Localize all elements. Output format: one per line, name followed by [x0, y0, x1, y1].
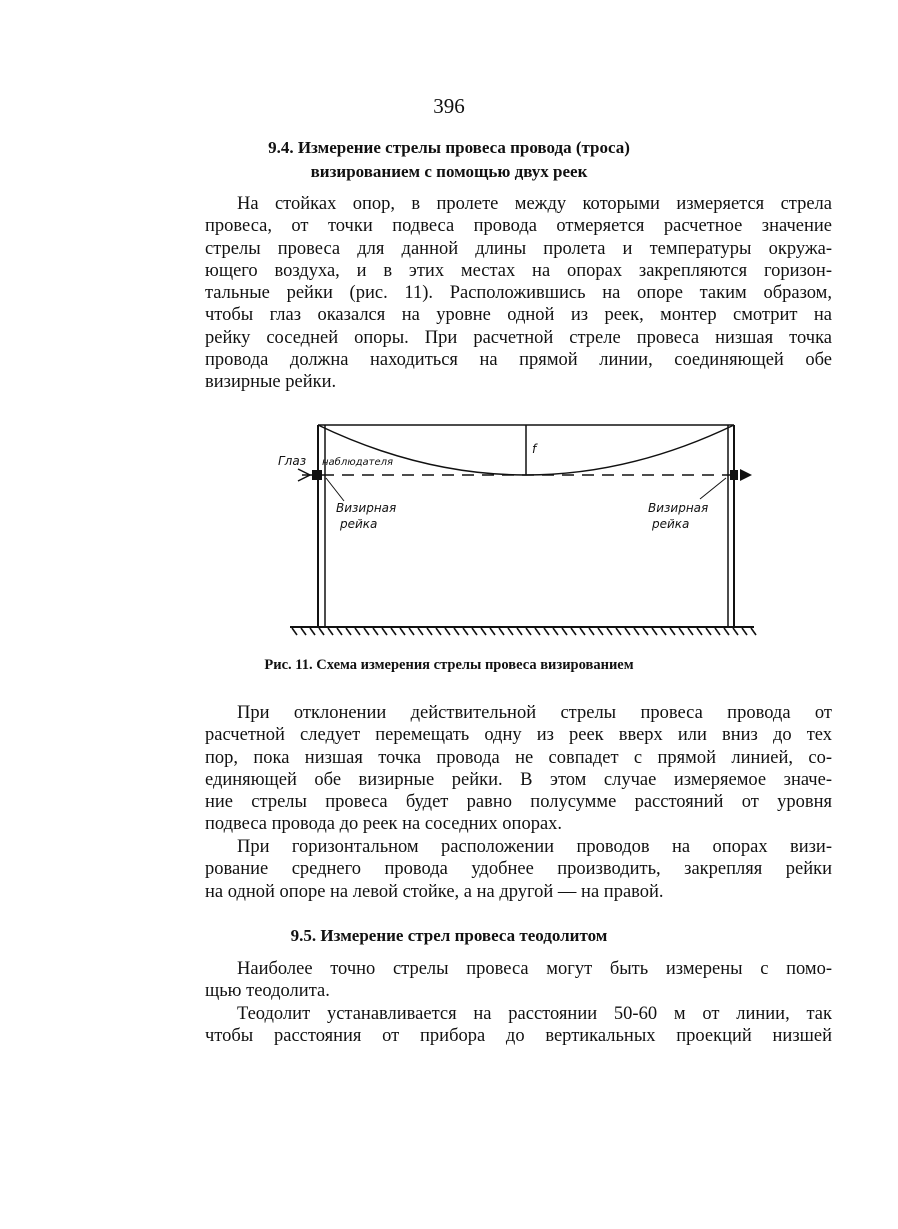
text-line: расчетной следует перемещать одну из реек вверх или вниз до тех	[205, 725, 832, 746]
ground-hatch-mark	[733, 628, 738, 635]
ground-hatch-mark	[355, 628, 360, 635]
paragraph-theodolite-intro	[205, 958, 832, 1003]
paragraph-horizontal-arrangement	[205, 836, 832, 903]
text-line: визирные рейки.	[205, 372, 337, 393]
leader-right-rail	[700, 478, 726, 499]
ground-hatch-mark	[436, 628, 441, 635]
ground-hatch-mark	[445, 628, 450, 635]
sag-label-f: f	[532, 442, 537, 456]
ground-hatch-mark	[400, 628, 405, 635]
ground-hatch-mark	[526, 628, 531, 635]
page-number: 396	[433, 94, 465, 118]
ground-hatch-mark	[544, 628, 549, 635]
paragraph-sighting-method	[205, 193, 832, 394]
ground-hatch-mark	[562, 628, 567, 635]
text-line: тальные рейки (рис. 11). Расположившись на опоре таким образом,	[205, 283, 832, 304]
text-line: стрелы провеса для данной длины пролета и температуры окружа-	[205, 238, 832, 259]
ground-hatch-mark	[535, 628, 540, 635]
right-sight-rail	[730, 470, 738, 480]
figure-caption: Рис. 11. Схема измерения стрелы провеса визированием	[264, 657, 634, 673]
ground-hatch-mark	[553, 628, 558, 635]
diagram-svg	[270, 415, 770, 645]
ground-hatch-mark	[607, 628, 612, 635]
ground-hatch-mark	[634, 628, 639, 635]
left-sight-rail	[312, 470, 322, 480]
text-line: рование среднего провода удобнее производить, закрепляя рейки	[205, 859, 832, 880]
ground-hatch-mark	[319, 628, 324, 635]
figure-sag-sighting-diagram	[270, 415, 770, 645]
text-line: провеса, от точки подвеса провода отмеряется расчетное значение	[205, 216, 832, 237]
text-line: При горизонтальном расположении проводов на опорах визи-	[237, 837, 832, 857]
ground-hatch-mark	[346, 628, 351, 635]
text-line: ющего воздуха, и в этих местах на опорах закрепляются горизон-	[205, 260, 832, 281]
section-title-9-4-line1: 9.4. Измерение стрелы провеса провода (троса)	[268, 138, 630, 157]
ground-hatch-mark	[742, 628, 747, 635]
text-line: провода должна находиться на прямой линии, соединяющей обе	[205, 350, 832, 371]
paragraph-deviation	[205, 702, 832, 836]
section-title-9-4-line2: визированием с помощью двух реек	[310, 162, 588, 181]
ground-hatch-mark	[499, 628, 504, 635]
ground-hatch-mark	[337, 628, 342, 635]
ground-hatch-mark	[427, 628, 432, 635]
ground-hatch-mark	[724, 628, 729, 635]
text-line: единяющей обе визирные рейки. В этом случае измеряемое значе-	[205, 769, 832, 790]
text-line: рейку соседней опоры. При расчетной стреле провеса низшая точка	[205, 327, 832, 348]
ground-hatch-mark	[616, 628, 621, 635]
label-rail-right-1: Визирная	[648, 501, 709, 515]
ground-hatch-mark	[679, 628, 684, 635]
label-rail-right-2: рейка	[652, 517, 690, 531]
sight-arrow-icon	[740, 469, 752, 481]
ground-hatch-mark	[571, 628, 576, 635]
ground-hatch-mark	[598, 628, 603, 635]
ground-hatch-mark	[454, 628, 459, 635]
ground-hatch-mark	[706, 628, 711, 635]
ground-hatch-mark	[508, 628, 513, 635]
ground-hatch-mark	[517, 628, 522, 635]
text-line: ние стрелы провеса будет равно полусумме расстояний от уровня	[205, 792, 832, 813]
text-line: При отклонении действительной стрелы провеса провода от	[237, 703, 832, 723]
ground-hatch-mark	[697, 628, 702, 635]
text-line: На стойках опор, в пролете между которыми измеряется стрела	[237, 194, 832, 214]
ground-hatch-mark	[688, 628, 693, 635]
label-rail-left-1: Визирная	[336, 501, 397, 515]
ground-hatching	[292, 628, 756, 635]
ground-hatch-mark	[292, 628, 297, 635]
ground-hatch-mark	[751, 628, 756, 635]
text-line: Теодолит устанавливается на расстоянии 50-60 м от линии, так	[237, 1004, 832, 1024]
section-title-9-5: 9.5. Измерение стрел провеса теодолитом	[290, 926, 608, 945]
ground-hatch-mark	[364, 628, 369, 635]
ground-hatch-mark	[715, 628, 720, 635]
label-eye: Глаз	[278, 454, 307, 468]
leader-left-rail	[326, 478, 344, 501]
ground-hatch-mark	[652, 628, 657, 635]
label-observer: наблюдателя	[322, 457, 394, 468]
ground-hatch-mark	[625, 628, 630, 635]
ground-hatch-mark	[661, 628, 666, 635]
text-line: Наиболее точно стрелы провеса могут быть измерены с помо-	[237, 959, 832, 979]
ground-hatch-mark	[310, 628, 315, 635]
ground-hatch-mark	[328, 628, 333, 635]
text-line: щью теодолита.	[205, 981, 330, 1002]
ground-hatch-mark	[373, 628, 378, 635]
ground-hatch-mark	[481, 628, 486, 635]
ground-hatch-mark	[418, 628, 423, 635]
text-line: чтобы глаз оказался на уровне одной из реек, монтер смотрит на	[205, 305, 832, 326]
label-rail-left-2: рейка	[340, 517, 378, 531]
ground-hatch-mark	[472, 628, 477, 635]
ground-hatch-mark	[391, 628, 396, 635]
ground-hatch-mark	[643, 628, 648, 635]
ground-hatch-mark	[589, 628, 594, 635]
text-line: подвеса провода до реек на соседних опорах.	[205, 814, 563, 835]
ground-hatch-mark	[580, 628, 585, 635]
ground-hatch-mark	[670, 628, 675, 635]
ground-hatch-mark	[490, 628, 495, 635]
paragraph-theodolite-setup	[205, 1003, 832, 1048]
text-line: пор, пока низшая точка провода не совпадет с прямой линией, со-	[205, 747, 832, 768]
ground-hatch-mark	[463, 628, 468, 635]
ground-hatch-mark	[382, 628, 387, 635]
ground-hatch-mark	[301, 628, 306, 635]
ground-hatch-mark	[409, 628, 414, 635]
text-line: чтобы расстояния от прибора до вертикальных проекций низшей	[205, 1026, 832, 1047]
text-line: на одной опоре на левой стойке, а на другой — на правой.	[205, 881, 664, 902]
